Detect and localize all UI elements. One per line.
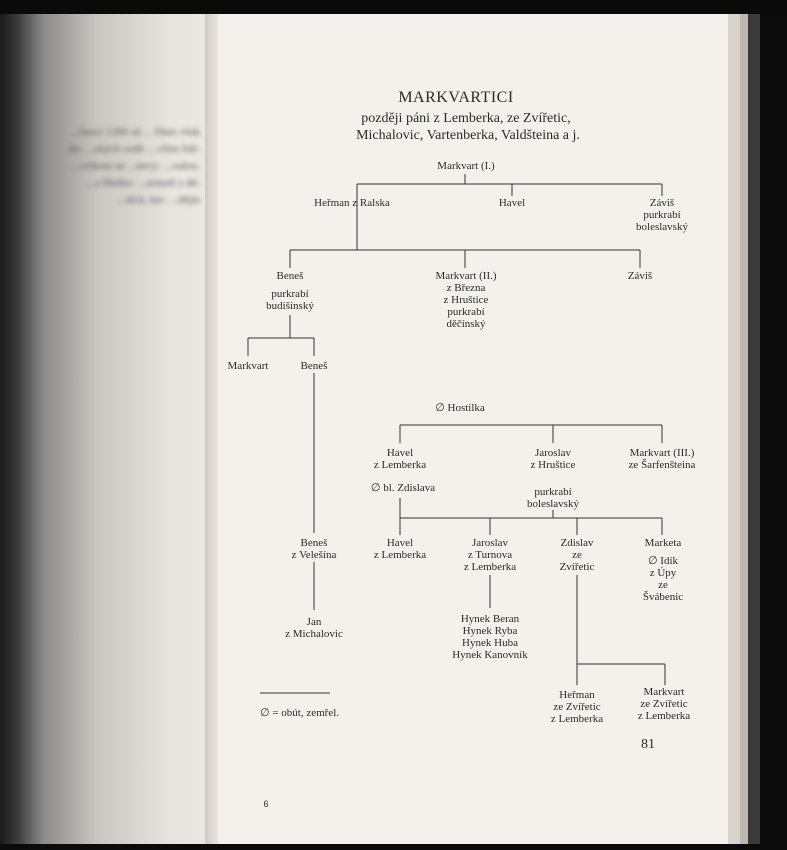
name-line: Jan <box>306 616 322 628</box>
person-jaroslav-turnov <box>464 537 516 573</box>
title-line: ze Zvířetic <box>640 698 688 710</box>
person-havel-lemberk <box>374 447 426 471</box>
person-havel-lemberk-2 <box>374 537 426 561</box>
person-markvart-1: Markvart (I.) <box>437 160 495 172</box>
name-line: Markvart (III.) <box>629 447 695 459</box>
name-line: Hynek Kanovník <box>452 649 528 661</box>
left-page-blurred-text: ...bezcí 1260 až ... Dnes však do- ...ských rodů- ...vším lidi- ...celkem ne ...nevy- ...radou. ...a Malho- ...zemeli z dě- ...těch, kte- ...dějin <box>68 126 200 206</box>
spouse-line: ∅ Idík <box>647 555 679 567</box>
title-line: z Hruštice <box>443 294 489 306</box>
person-zdislava: ∅ bl. Zdislava <box>370 482 436 494</box>
person-herman-zviretic <box>551 689 603 725</box>
bottom-mark: 6 <box>263 799 269 809</box>
name-line: Havel <box>386 447 414 459</box>
person-benes-2: Beneš <box>300 360 328 372</box>
title-line: Švábenic <box>642 591 684 603</box>
person-havel-1: Havel <box>498 197 526 209</box>
person-jaroslav-hrustice <box>531 447 576 471</box>
person-zavis-1 <box>636 197 688 233</box>
jaroslav-office <box>527 486 579 510</box>
person-hostilka: ∅ Hostilka <box>435 402 485 414</box>
name-line: Záviš <box>649 197 675 209</box>
title-line: ze Zvířetic <box>553 701 601 713</box>
title-line: ze <box>572 549 582 561</box>
name-line: Jaroslav <box>471 537 509 549</box>
name-line: Marketa <box>644 537 682 549</box>
title-line: z Velešína <box>291 549 337 561</box>
title-line: děčínský <box>446 318 486 330</box>
legend-note: ∅ = obút, zemřel. <box>260 707 340 719</box>
title-line: z Michalovic <box>285 628 343 640</box>
title-line: z Března <box>446 282 486 294</box>
name-line: Jaroslav <box>534 447 572 459</box>
title-line: boleslavský <box>527 498 579 510</box>
person-zdislav-zviretic <box>560 537 595 573</box>
person-markvart-sarfen <box>629 447 696 471</box>
chart-subtitle-line2: Michalovic, Vartenberka, Valdšteina a j. <box>356 128 580 143</box>
title-line: z Hruštice <box>530 459 576 471</box>
title-line: z Lemberka <box>550 713 604 725</box>
page-number: 81 <box>641 737 655 752</box>
chart-title: MARKVARTICI <box>398 89 514 106</box>
name-line: Beneš <box>276 270 304 282</box>
title-line: purkrabí <box>643 209 681 221</box>
name-line: Beneš <box>300 537 328 549</box>
name-line: Hynek Ryba <box>462 625 518 637</box>
title-line: purkrabí <box>534 486 572 498</box>
name-line: Heřman <box>559 689 595 701</box>
title-line: boleslavský <box>636 221 688 233</box>
name-line: Markvart (II.) <box>435 270 497 282</box>
person-benes-velesin <box>292 537 337 561</box>
person-markvart-2 <box>435 270 496 330</box>
title-line: Zvířetic <box>559 561 595 573</box>
title-line: z Lemberka <box>463 561 517 573</box>
title-line: ze Šarfenšteina <box>628 459 696 471</box>
title-line: z Úpy <box>649 567 677 579</box>
person-benes-1 <box>266 270 314 312</box>
name-line: Hynek Huba <box>462 637 518 649</box>
person-markvart-zviretic <box>638 686 690 722</box>
title-line: z Lemberka <box>373 459 427 471</box>
title-line: z Lemberka <box>637 710 691 722</box>
person-zavis-2: Záviš <box>627 270 653 282</box>
person-marketa <box>643 537 683 603</box>
person-markvart-3: Markvart <box>227 360 269 372</box>
title-line: ze <box>658 579 668 591</box>
name-line: Hynek Beran <box>460 613 520 625</box>
person-hynek-list <box>452 613 527 661</box>
title-line: z Lemberka <box>373 549 427 561</box>
title-line: purkrabí <box>271 288 309 300</box>
person-jan-michalovic <box>285 616 343 640</box>
person-herman-ralska: Heřman z Ralska <box>314 197 390 209</box>
name-line: Zdislav <box>560 537 594 549</box>
title-line: budišínský <box>266 300 314 312</box>
name-line: Havel <box>386 537 414 549</box>
name-line: Markvart <box>643 686 685 698</box>
title-line: purkrabí <box>447 306 485 318</box>
chart-subtitle-line1: později páni z Lemberka, ze Zvířetic, <box>361 111 571 126</box>
title-line: z Turnova <box>467 549 513 561</box>
